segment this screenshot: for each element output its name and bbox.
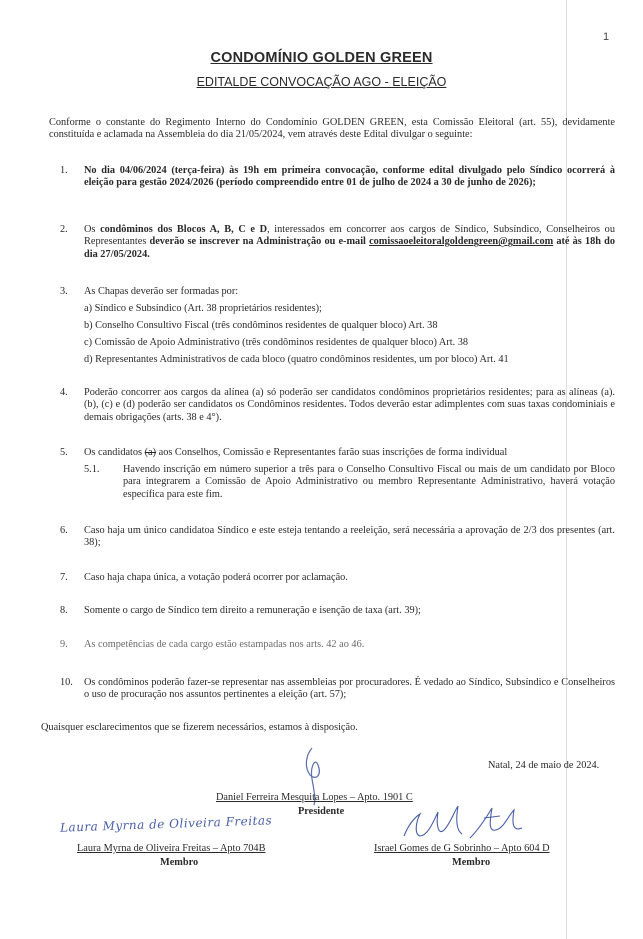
item-6-text: Caso haja um único candidatoa Síndico e este esteja tentando a reeleição, será necessária a aprovação de 2/3 dos presentes (art. 38); <box>84 525 615 549</box>
item-2-part: Os <box>84 224 101 235</box>
item-5-struck-text: (a) <box>144 447 157 458</box>
item-number: 1. <box>60 165 68 176</box>
president-role: Presidente <box>298 806 345 817</box>
item-7-text: Caso haja chapa única, a votação poderá ocorrer por aclamação. <box>84 572 348 583</box>
item-number: 2. <box>60 224 68 235</box>
item-2-email-link[interactable]: comissaoeleitoralgoldengreen@gmail.com <box>369 236 554 248</box>
item-number: 4. <box>60 387 68 398</box>
item-number: 5. <box>60 447 68 458</box>
document-subtitle: EDITALDE CONVOCAÇÃO AGO - ELEIÇÃO <box>196 75 447 89</box>
item-3-option-c: c) Comissão de Apoio Administrativo (três condôminos residentes de qualquer bloco) Art. 38 <box>84 337 469 348</box>
member1-role: Membro <box>160 857 199 868</box>
item-2-register: deverão se inscrever na Administração ou e-mail <box>149 236 366 248</box>
item-number: 8. <box>60 605 68 616</box>
closing-text: Quaisquer esclarecimentos que se fizerem necessários, estamos à disposição. <box>41 722 358 733</box>
document-date: Natal, 24 de maio de 2024. <box>488 760 600 771</box>
item-3-option-a: a) Síndico e Subsíndico (Art. 38 proprietários residentes); <box>84 303 322 314</box>
item-5-text <box>84 447 615 459</box>
item-9-text: As competências de cada cargo estão estampadas nos arts. 42 ao 46. <box>84 639 365 650</box>
member1-name: Laura Myrna de Oliveira Freitas – Apto 704B <box>77 843 266 854</box>
item-4-text: Poderão concorrer aos cargos da alínea (a) só poderão ser candidatos condôminos proprietários residentes; para as alíneas (a). (b), (c) e (d) poderão ser candidatos os Condôminos residentes. Todos deverão estar adimplentes com suas taxas condominiais e demais obrigações (arts. 38 e 4°). <box>84 387 615 423</box>
item-3-text: As Chapas deverão ser formadas por: <box>84 286 239 297</box>
item-2-deadline: até às 18h do dia 27/05/2024. <box>84 236 616 260</box>
member2-name: Israel Gomes de G Sobrinho – Apto 604 D <box>374 843 550 854</box>
item-3-option-b: b) Conselho Consultivo Fiscal (três condôminos residentes de qualquer bloco) Art. 38 <box>84 320 438 331</box>
item-5-part: Os candidatos <box>84 447 145 458</box>
president-name: Daniel Ferreira Mesquita Lopes – Apto. 1901 C <box>216 792 413 803</box>
item-5-part: aos Conselhos, Comissão e Representantes farão suas inscrições de forma individual <box>156 447 508 458</box>
item-2-blocks: condôminos dos Blocos A, B, C e D <box>100 224 268 235</box>
member1-handwritten-signature: Laura Myrna de Oliveira Freitas <box>59 813 273 835</box>
document-title: CONDOMÍNIO GOLDEN GREEN <box>210 50 433 66</box>
member2-signature <box>400 800 550 848</box>
subitem-number: 5.1. <box>84 464 100 475</box>
page-number: 1 <box>603 31 610 43</box>
item-2-text <box>84 224 615 261</box>
item-number: 9. <box>60 639 68 650</box>
item-1-text: No dia 04/06/2024 (terça-feira) às 19h em primeira convocação, conforme edital divulgado pelo Síndico ocorrerá à eleição para gestão 2024/2026 (período compreendido entre 01 de julho de 2024 a 30 de junho de 2026); <box>84 165 615 189</box>
item-number: 7. <box>60 572 68 583</box>
item-number: 6. <box>60 525 68 536</box>
item-10-text: Os condôminos poderão fazer-se representar nas assembleias por procuradores. É vedado ao Síndico, Subsíndico e Conselheiros o uso de procuração nos assuntos pertinentes a eleição (art. 57); <box>84 677 615 701</box>
item-8-text: Somente o cargo de Síndico tem direito a remuneração e isenção de taxa (art. 39); <box>84 605 421 616</box>
intro-paragraph: Conforme o constante do Regimento Interno do Condomínio GOLDEN GREEN, esta Comissão Eleitoral (art. 55), devidamente constituída e aclamada na Assembleia do dia 21/05/2024, vem através deste Edital divulgar o seguinte: <box>49 117 615 141</box>
item-2-part: , interessados em concorrer aos cargos de Síndico, Subsíndico, Conselheiros ou Representantes <box>84 224 615 248</box>
member2-role: Membro <box>452 857 491 868</box>
item-number: 10. <box>60 677 73 688</box>
item-5-1-text: Havendo inscrição em número superior a três para o Conselho Consultivo Fiscal ou mais de um candidato por Bloco para integrarem a Comissão de Apoio Administrativo ou membro Representante Administrativo, haverá votação específica para este fim. <box>123 464 615 500</box>
item-3-option-d: d) Representantes Administrativos de cada bloco (quatro condôminos residentes, um por bloco) Art. 41 <box>84 354 509 365</box>
item-number: 3. <box>60 286 68 297</box>
